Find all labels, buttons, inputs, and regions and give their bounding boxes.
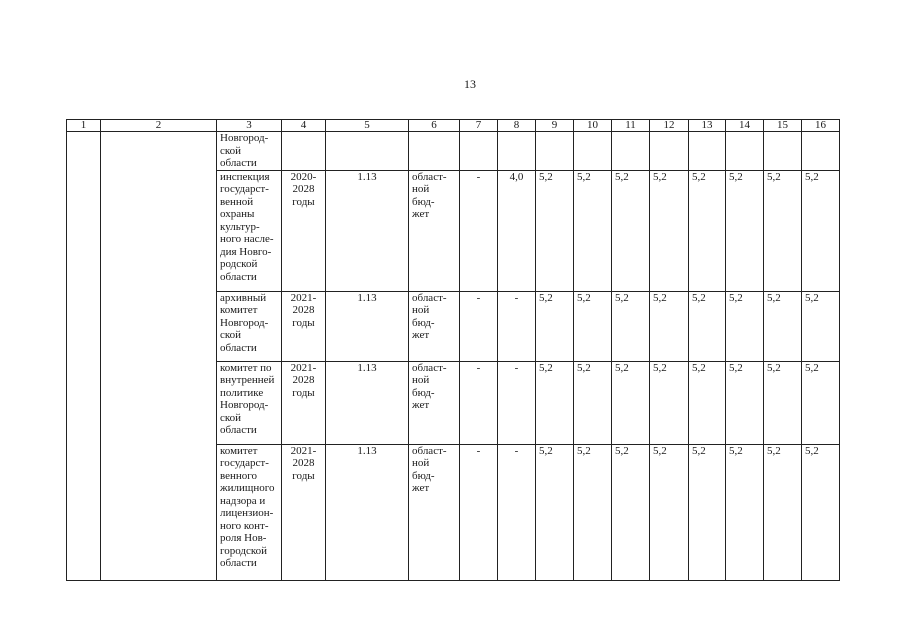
value-cell: - xyxy=(498,444,536,580)
value-cell: 5,2 xyxy=(689,361,726,444)
value-cell: 5,2 xyxy=(574,361,612,444)
value-cell: 5,2 xyxy=(612,444,650,580)
executor-cell: Новгород- ской области xyxy=(217,132,282,171)
value-cell: 5,2 xyxy=(612,361,650,444)
executor-cell: инспекция государст- венной охраны культур- ного насле- дия Новго- родской области xyxy=(217,170,282,291)
value-cell: 5,2 xyxy=(536,361,574,444)
value-cell xyxy=(726,132,764,171)
column-header: 9 xyxy=(536,120,574,132)
column-header: 13 xyxy=(689,120,726,132)
funding-source-cell: област- ной бюд- жет xyxy=(409,444,460,580)
value-cell: 5,2 xyxy=(612,170,650,291)
column-header: 14 xyxy=(726,120,764,132)
value-cell: 5,2 xyxy=(574,444,612,580)
value-cell: 5,2 xyxy=(574,291,612,361)
budget-table xyxy=(66,119,840,581)
period-cell: 2021- 2028 годы xyxy=(282,444,326,580)
column-number-row xyxy=(67,120,840,132)
value-cell: 4,0 xyxy=(498,170,536,291)
table-row xyxy=(67,132,840,171)
value-cell: 5,2 xyxy=(689,291,726,361)
value-cell: 5,2 xyxy=(802,444,840,580)
page-number: 13 xyxy=(464,77,476,91)
indicator-cell: 1.13 xyxy=(326,170,409,291)
value-cell: 5,2 xyxy=(612,291,650,361)
value-cell: 5,2 xyxy=(726,170,764,291)
funding-source-cell: област- ной бюд- жет xyxy=(409,170,460,291)
value-cell: - xyxy=(460,170,498,291)
column-header: 12 xyxy=(650,120,689,132)
period-cell: 2021- 2028 годы xyxy=(282,291,326,361)
value-cell: 5,2 xyxy=(726,361,764,444)
column-header: 11 xyxy=(612,120,650,132)
value-cell xyxy=(498,132,536,171)
value-cell xyxy=(460,132,498,171)
column-header: 5 xyxy=(326,120,409,132)
value-cell xyxy=(689,132,726,171)
period-cell xyxy=(282,132,326,171)
value-cell: 5,2 xyxy=(689,444,726,580)
value-cell: 5,2 xyxy=(764,291,802,361)
col-1-cell xyxy=(67,132,101,581)
col-2-cell xyxy=(101,132,217,581)
indicator-cell: 1.13 xyxy=(326,291,409,361)
value-cell: - xyxy=(460,444,498,580)
value-cell: 5,2 xyxy=(536,444,574,580)
value-cell xyxy=(574,132,612,171)
value-cell: 5,2 xyxy=(764,444,802,580)
value-cell: 5,2 xyxy=(802,170,840,291)
column-header: 16 xyxy=(802,120,840,132)
funding-source-cell: област- ной бюд- жет xyxy=(409,361,460,444)
value-cell: 5,2 xyxy=(726,444,764,580)
value-cell: 5,2 xyxy=(650,291,689,361)
column-header: 8 xyxy=(498,120,536,132)
value-cell: 5,2 xyxy=(536,291,574,361)
value-cell: - xyxy=(460,361,498,444)
value-cell xyxy=(802,132,840,171)
value-cell: 5,2 xyxy=(764,361,802,444)
column-header: 7 xyxy=(460,120,498,132)
value-cell: - xyxy=(498,291,536,361)
value-cell: 5,2 xyxy=(574,170,612,291)
column-header: 2 xyxy=(101,120,217,132)
indicator-cell xyxy=(326,132,409,171)
column-header: 4 xyxy=(282,120,326,132)
value-cell: 5,2 xyxy=(802,291,840,361)
executor-cell: архивный комитет Новгород- ской области xyxy=(217,291,282,361)
value-cell xyxy=(612,132,650,171)
value-cell xyxy=(764,132,802,171)
value-cell xyxy=(650,132,689,171)
indicator-cell: 1.13 xyxy=(326,444,409,580)
column-header: 1 xyxy=(67,120,101,132)
funding-source-cell xyxy=(409,132,460,171)
value-cell: 5,2 xyxy=(650,170,689,291)
executor-cell: комитет по внутренней политике Новгород- ской области xyxy=(217,361,282,444)
value-cell xyxy=(536,132,574,171)
value-cell: - xyxy=(498,361,536,444)
column-header: 3 xyxy=(217,120,282,132)
value-cell: 5,2 xyxy=(802,361,840,444)
value-cell: 5,2 xyxy=(764,170,802,291)
indicator-cell: 1.13 xyxy=(326,361,409,444)
value-cell: - xyxy=(460,291,498,361)
value-cell: 5,2 xyxy=(650,361,689,444)
column-header: 6 xyxy=(409,120,460,132)
value-cell: 5,2 xyxy=(726,291,764,361)
value-cell: 5,2 xyxy=(650,444,689,580)
executor-cell: комитет государст- венного жилищного надзора и лицензион- ного конт- роля Нов- городской области xyxy=(217,444,282,580)
period-cell: 2020- 2028 годы xyxy=(282,170,326,291)
column-header: 15 xyxy=(764,120,802,132)
funding-source-cell: област- ной бюд- жет xyxy=(409,291,460,361)
value-cell: 5,2 xyxy=(536,170,574,291)
period-cell: 2021- 2028 годы xyxy=(282,361,326,444)
column-header: 10 xyxy=(574,120,612,132)
value-cell: 5,2 xyxy=(689,170,726,291)
